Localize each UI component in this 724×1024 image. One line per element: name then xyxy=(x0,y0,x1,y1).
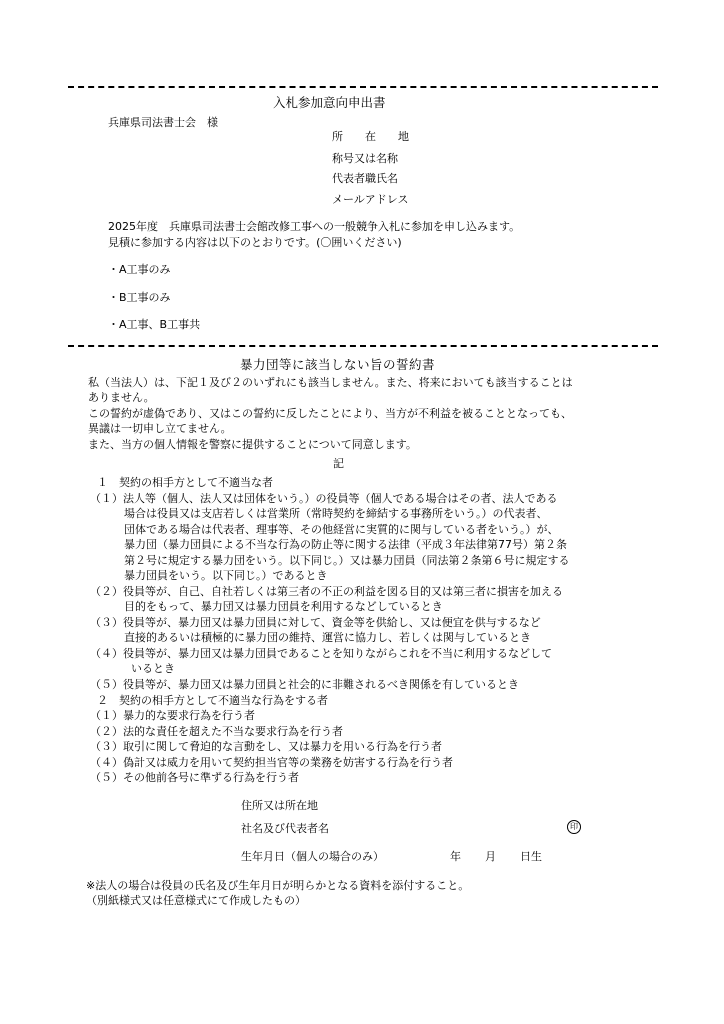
section2-heading: ２ 契約の相手方として不適当な行為をする者 xyxy=(97,694,328,707)
day-label: 日生 xyxy=(520,850,542,863)
section1-line: 暴力団員をいう。以下同じ。）であるとき xyxy=(124,569,328,582)
pledge-title: 暴力団等に該当しない旨の誓約書 xyxy=(240,357,436,372)
section1-line: （４）役員等が、暴力団又は暴力団員であることを知りながらこれを不当に利用するなどして xyxy=(90,647,552,660)
statement-line: 2025年度 兵庫県司法書士会館改修工事への一般競争入札に参加を申し込みます。 xyxy=(108,220,521,233)
option-b-only: ・B工事のみ xyxy=(108,291,171,304)
field-representative-label: 代表者職氏名 xyxy=(332,172,398,185)
section1-line: （１）法人等（個人、法人又は団体をいう。）の役員等（個人である場合はその者、法人である xyxy=(90,492,558,505)
field-company-name-label: 称号又は名称 xyxy=(332,152,398,165)
birthdate-label: 生年月日（個人の場合のみ） xyxy=(241,850,384,863)
section1-line: いるとき xyxy=(131,662,175,675)
section1-line: 目的をもって、暴力団又は暴力団員を利用するなどしているとき xyxy=(124,600,443,613)
field-email-label: メールアドレス xyxy=(332,193,409,206)
section1-line: （５）役員等が、暴力団又は暴力団員と社会的に非難されるべき関係を有しているとき xyxy=(90,678,519,691)
top-divider xyxy=(68,86,658,88)
intro-line: この誓約が虚偽であり、又はこの誓約に反したことにより、当方が不利益を被ることとなっても、 xyxy=(88,407,572,420)
month-label: 月 xyxy=(485,850,496,863)
section2-line: （５）その他前各号に準ずる行為を行う者 xyxy=(90,771,299,784)
middle-divider xyxy=(68,345,658,347)
year-label: 年 xyxy=(450,850,461,863)
option-a-and-b: ・A工事、B工事共 xyxy=(108,318,201,331)
seal-mark: 印 xyxy=(567,820,581,834)
section1-heading: １ 契約の相手方として不適当な者 xyxy=(97,476,273,489)
section1-line: 場合は役員又は支店若しくは営業所（常時契約を締結する事務所をいう。）の代表者、 xyxy=(124,507,548,520)
company-name-label: 社名及び代表者名 xyxy=(241,822,329,835)
option-a-only: ・A工事のみ xyxy=(108,263,171,276)
note-line: ※法人の場合は役員の氏名及び生年月日が明らかとなる資料を添付すること。 xyxy=(86,879,470,892)
section2-line: （４）偽計又は威力を用いて契約担当官等の業務を妨害する行為を行う者 xyxy=(90,756,453,769)
section2-line: （３）取引に関して脅迫的な言動をし、又は暴力を用いる行為を行う者 xyxy=(90,740,442,753)
field-address-label: 所 在 地 xyxy=(332,130,409,143)
section1-line: 第２号に規定する暴力団をいう。以下同じ。）又は暴力団員（同法第２条第６号に規定する xyxy=(124,554,570,567)
intro-line: 私（当法人）は、下記１及び２のいずれにも該当しません。また、将来においても該当することは xyxy=(88,376,573,389)
intro-line: また、当方の個人情報を警察に提供することについて同意します。 xyxy=(88,438,417,451)
section1-line: 直接的あるいは積極的に暴力団の維持、運営に協力し、若しくは関与しているとき xyxy=(124,631,531,644)
ki-heading: 記 xyxy=(333,457,344,470)
addressee: 兵庫県司法書士会 様 xyxy=(108,116,218,129)
note-line: （別紙様式又は任意様式にて作成したもの） xyxy=(86,894,306,907)
address-label: 住所又は所在地 xyxy=(241,799,318,812)
intro-line: ありません。 xyxy=(88,391,155,404)
section1-line: 団体である場合は代表者、理事等、その他経営に実質的に関与している者をいう。）が、 xyxy=(124,523,559,536)
section1-line: 暴力団（暴力団員による不当な行為の防止等に関する法律（平成３年法律第77号）第２条 xyxy=(124,538,567,551)
section2-line: （２）法的な責任を超えた不当な要求行為を行う者 xyxy=(90,725,343,738)
form-title: 入札参加意向申出書 xyxy=(273,95,386,110)
statement-line: 見積に参加する内容は以下のとおりです。(〇囲いください) xyxy=(108,236,402,249)
section1-line: （３）役員等が、暴力団又は暴力団員に対して、資金等を供給し、又は便宜を供与するなど xyxy=(90,616,541,629)
intro-line: 異議は一切申し立てません。 xyxy=(88,422,232,435)
section1-line: （２）役員等が、自己、自社若しくは第三者の不正の利益を図る目的又は第三者に損害を加える xyxy=(90,585,563,598)
section2-line: （１）暴力的な要求行為を行う者 xyxy=(90,709,255,722)
